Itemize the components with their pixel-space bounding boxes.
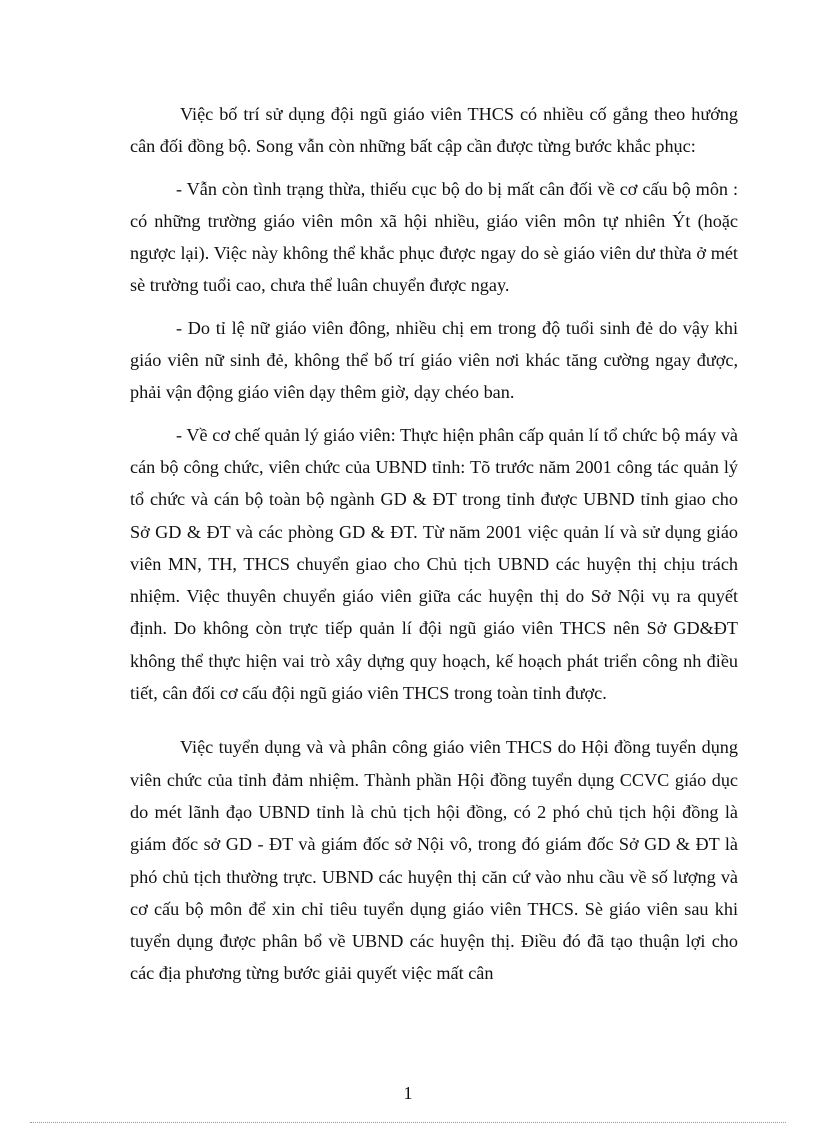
paragraph-teacher-allocation: Việc bố trí sử dụng đội ngũ giáo viên THCS có nhiều cố gắng theo hướng cân đối đồng bộ. Song vẫn còn những bất cập cần được từng bước khắc phục:: [130, 104, 738, 157]
paragraph-female-teachers: - Do tỉ lệ nữ giáo viên đông, nhiều chị em trong độ tuổi sinh đẻ do vậy khi giáo viên nữ sinh đẻ, không thể bố trí giáo viên nơi khác tăng cường ngay được, phải vận động giáo viên dạy thêm giờ, dạy chéo ban.: [130, 317, 738, 403]
paragraph-subject-imbalance: - Vẫn còn tình trạng thừa, thiếu cục bộ do bị mất cân đối về cơ cấu bộ môn : có những trường giáo viên môn xã hội nhiều, giáo viên môn tự nhiên Ýt (hoặc ngược lại). Việc này không thể khắc phục được ngay do sè giáo viên dư thừa ở mét sè trường tuổi cao, chưa thể luân chuyển được ngay.: [130, 178, 738, 296]
paragraph-management-mechanism: - Về cơ chế quản lý giáo viên: Thực hiện phân cấp quản lí tổ chức bộ máy và cán bộ công chức, viên chức của UBND tỉnh: Tõ trước năm 2001 công tác quản lý tổ chức và cán bộ toàn bộ ngành GD & ĐT trong tỉnh được UBND tỉnh giao cho Sở GD & ĐT và các phòng GD & ĐT. Từ năm 2001 việc quản lí và sử dụng giáo viên MN, TH, THCS chuyển giao cho Chủ tịch UBND các huyện thị chịu trách nhiệm. Việc thuyên chuyển giáo viên giữa các huyện thị do Sở Nội vụ ra quyết định. Do không còn trực tiếp quản lí đội ngũ giáo viên THCS nên Sở GD&ĐT không thể thực hiện vai trò xây dựng quy hoạch, kế hoạch phát triển công nh điều tiết, cân đối cơ cấu đội ngũ giáo viên THCS trong toàn tỉnh được.: [130, 424, 738, 704]
document-body: [130, 98, 738, 1000]
page-number: 1: [403, 1083, 413, 1103]
paragraph-recruitment: Việc tuyển dụng và và phân công giáo viên THCS do Hội đồng tuyển dụng viên chức của tỉnh đảm nhiệm. Thành phần Hội đồng tuyển dụng CCVC giáo dục do mét lãnh đạo UBND tỉnh là chủ tịch hội đồng, có 2 phó chủ tịch hội đồng là giám đốc sở GD - ĐT và giám đốc sở Nội vô, trong đó giám đốc Sở GD & ĐT là phó chủ tịch thường trực. UBND các huyện thị căn cứ vào nhu cầu về số lượng và cơ cấu bộ môn để xin chỉ tiêu tuyển dụng giáo viên THCS. Sè giáo viên sau khi tuyển dụng được phân bổ về UBND các huyện thị. Điều đó đã tạo thuận lợi cho các địa phương từng bước giải quyết việc mất cân: [130, 737, 738, 984]
